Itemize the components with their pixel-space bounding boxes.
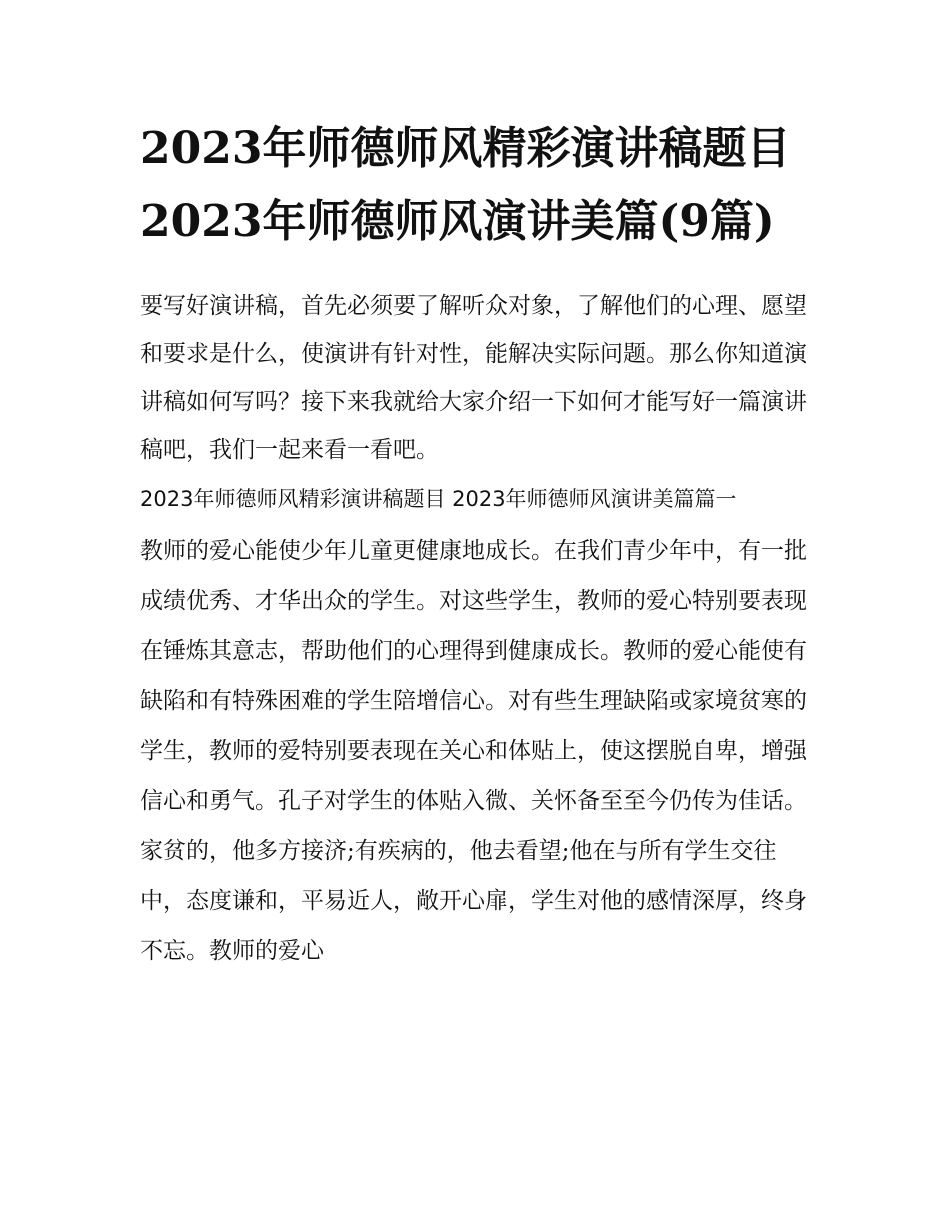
section-heading: 2023年师德师风精彩演讲稿题目 2023年师德师风演讲美篇篇一: [140, 487, 737, 511]
document-title: 2023年师德师风精彩演讲稿题目 2023年师德师风演讲美篇(9篇): [140, 123, 791, 247]
body-paragraph: 教师的爱心能使少年儿童更健康地成长。在我们青少年中，有一批成绩优秀、才华出众的学生。对这些学生，教师的爱心特别要表现在锤炼其意志，帮助他们的心理得到健康成长。教师的爱心能使有缺陷和有特殊困难的学生陪增信心。对有些生理缺陷或家境贫寒的学生，教师的爱特别要表现在关心和体贴上，使这摆脱自卑，增强信心和勇气。孔子对学生的体贴入微、关怀备至至今仍传为佳话。家贫的，他多方接济;有疾病的，他去看望;他在与所有学生交往中，态度谦和，平易近人，敞开心扉，学生对他的感情深厚，终身不忘。教师的爱心: [140, 538, 807, 964]
document-page: [140, 112, 812, 976]
intro-paragraph: 要写好演讲稿，首先必须要了解听众对象，了解他们的心理、愿望和要求是什么，使演讲有针对性，能解决实际问题。那么你知道演讲稿如何写吗？接下来我就给大家介绍一下如何才能写好一篇演讲稿吧，我们一起来看一看吧。: [140, 293, 807, 463]
